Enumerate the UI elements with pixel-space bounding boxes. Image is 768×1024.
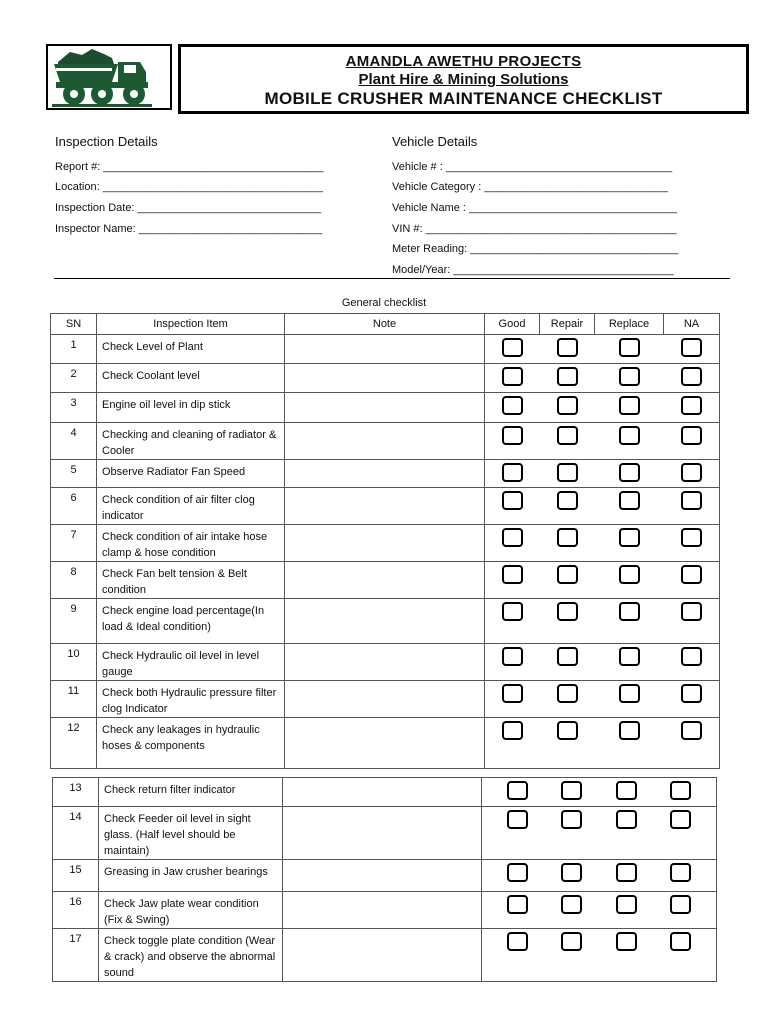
cell-good [485, 718, 540, 769]
cell-good [485, 335, 540, 364]
checklist-table-2 [52, 777, 717, 982]
section-divider [54, 278, 730, 279]
cell-good [485, 488, 540, 525]
checkbox-repair[interactable] [557, 721, 578, 740]
mining-truck-icon [48, 46, 170, 108]
cell-repair [540, 644, 595, 681]
cell-na [664, 644, 720, 681]
checkbox-repair[interactable] [561, 895, 582, 914]
checkbox-replace[interactable] [619, 338, 640, 357]
checkbox-na[interactable] [670, 932, 691, 951]
row-status-checkboxes [482, 860, 717, 892]
checkbox-repair[interactable] [557, 684, 578, 703]
row-note-field[interactable] [285, 488, 485, 525]
row-sn: 6 [51, 488, 97, 525]
cell-replace [595, 460, 664, 488]
row-note-field[interactable] [285, 562, 485, 599]
cell-repair [540, 681, 595, 718]
checkbox-replace[interactable] [616, 810, 637, 829]
checkbox-repair[interactable] [557, 647, 578, 666]
row-sn: 2 [51, 364, 97, 393]
checkbox-replace[interactable] [619, 463, 640, 482]
checkbox-good[interactable] [502, 565, 523, 584]
cell-na [664, 423, 720, 460]
table-row [51, 681, 720, 718]
row-sn: 7 [51, 525, 97, 562]
checkbox-good[interactable] [502, 426, 523, 445]
cell-replace [595, 393, 664, 423]
checkbox-replace[interactable] [616, 932, 637, 951]
vehicle-number-field[interactable]: Vehicle # : _____________________________________ [392, 161, 673, 173]
company-logo [46, 44, 172, 110]
row-inspection-item: Check both Hydraulic pressure filter clog Indicator [97, 681, 285, 718]
row-sn: 3 [51, 393, 97, 423]
cell-repair [540, 460, 595, 488]
row-sn: 12 [51, 718, 97, 769]
checkbox-replace[interactable] [619, 426, 640, 445]
checkbox-good[interactable] [507, 810, 528, 829]
company-tagline: Plant Hire & Mining Solutions [358, 71, 569, 88]
cell-na [664, 525, 720, 562]
checkbox-repair[interactable] [557, 396, 578, 415]
row-sn: 15 [53, 860, 99, 892]
col-note: Note [285, 314, 485, 335]
checkbox-good[interactable] [502, 528, 523, 547]
row-inspection-item: Check any leakages in hydraulic hoses & components [97, 718, 285, 769]
row-sn: 13 [53, 778, 99, 807]
table-header-row [51, 314, 720, 335]
report-number-field[interactable]: Report #: ____________________________________ [55, 161, 324, 173]
row-note-field[interactable] [285, 460, 485, 488]
cell-repair [540, 364, 595, 393]
table-row [51, 335, 720, 364]
inspector-name-field[interactable]: Inspector Name: ______________________________ [55, 223, 323, 235]
cell-repair [540, 525, 595, 562]
cell-good [485, 525, 540, 562]
table-row [51, 364, 720, 393]
cell-replace [595, 423, 664, 460]
cell-replace [595, 599, 664, 644]
checkbox-repair[interactable] [561, 863, 582, 882]
row-inspection-item: Greasing in Jaw crusher bearings [99, 860, 283, 892]
row-sn: 4 [51, 423, 97, 460]
checkbox-repair[interactable] [557, 491, 578, 510]
table-row [51, 644, 720, 681]
row-inspection-item: Check engine load percentage(In load & Ideal condition) [97, 599, 285, 644]
checkbox-na[interactable] [681, 565, 702, 584]
checkbox-replace[interactable] [616, 781, 637, 800]
row-inspection-item: Engine oil level in dip stick [97, 393, 285, 423]
location-field[interactable]: Location: ____________________________________ [55, 181, 323, 193]
row-sn: 14 [53, 807, 99, 860]
vehicle-name-field[interactable]: Vehicle Name : __________________________________ [392, 202, 678, 214]
cell-replace [595, 644, 664, 681]
row-status-checkboxes [482, 929, 717, 982]
checkbox-replace[interactable] [616, 895, 637, 914]
cell-replace [595, 681, 664, 718]
table-row [53, 807, 717, 860]
cell-good [485, 644, 540, 681]
cell-repair [540, 335, 595, 364]
vehicle-category-field[interactable]: Vehicle Category : ______________________________ [392, 181, 668, 193]
cell-replace [595, 364, 664, 393]
cell-na [664, 562, 720, 599]
checkbox-repair[interactable] [557, 565, 578, 584]
meter-reading-field[interactable]: Meter Reading: __________________________________ [392, 243, 679, 255]
cell-repair [540, 423, 595, 460]
row-sn: 1 [51, 335, 97, 364]
cell-repair [540, 393, 595, 423]
table-row [53, 778, 717, 807]
row-note-field[interactable] [285, 525, 485, 562]
table-row [53, 860, 717, 892]
row-note-field[interactable] [285, 423, 485, 460]
checkbox-good[interactable] [502, 367, 523, 386]
cell-na [664, 681, 720, 718]
row-inspection-item: Check toggle plate condition (Wear & crack) and observe the abnormal sound [99, 929, 283, 982]
table-row [51, 460, 720, 488]
checkbox-replace[interactable] [619, 396, 640, 415]
col-inspection-item: Inspection Item [97, 314, 285, 335]
checkbox-na[interactable] [681, 684, 702, 703]
table-row [53, 892, 717, 929]
checkbox-na[interactable] [681, 338, 702, 357]
checkbox-good[interactable] [502, 338, 523, 357]
row-inspection-item: Check Jaw plate wear condition (Fix & Swing) [99, 892, 283, 929]
document-title: MOBILE CRUSHER MAINTENANCE CHECKLIST [264, 89, 663, 108]
checkbox-good[interactable] [507, 895, 528, 914]
checkbox-good[interactable] [502, 721, 523, 740]
checkbox-good[interactable] [502, 491, 523, 510]
row-note-field[interactable] [283, 860, 482, 892]
checkbox-na[interactable] [681, 602, 702, 621]
table-row [51, 488, 720, 525]
checkbox-na[interactable] [670, 895, 691, 914]
cell-replace [595, 335, 664, 364]
checkbox-na[interactable] [681, 528, 702, 547]
checkbox-replace[interactable] [619, 565, 640, 584]
checkbox-good[interactable] [507, 781, 528, 800]
cell-replace [595, 718, 664, 769]
table-row [51, 562, 720, 599]
row-note-field[interactable] [285, 599, 485, 644]
checkbox-repair[interactable] [557, 338, 578, 357]
checkbox-repair[interactable] [561, 932, 582, 951]
cell-na [664, 364, 720, 393]
cell-good [485, 423, 540, 460]
cell-good [485, 460, 540, 488]
row-sn: 17 [53, 929, 99, 982]
checkbox-good[interactable] [502, 602, 523, 621]
cell-repair [540, 599, 595, 644]
row-inspection-item: Check condition of air intake hose clamp & hose condition [97, 525, 285, 562]
row-inspection-item: Check Hydraulic oil level in level gauge [97, 644, 285, 681]
checkbox-repair[interactable] [557, 367, 578, 386]
checkbox-na[interactable] [670, 781, 691, 800]
row-status-checkboxes [482, 892, 717, 929]
row-note-field[interactable] [285, 393, 485, 423]
col-sn: SN [51, 314, 97, 335]
cell-na [664, 599, 720, 644]
checkbox-repair[interactable] [557, 602, 578, 621]
checklist-table-1 [50, 313, 720, 769]
checkbox-na[interactable] [681, 396, 702, 415]
checkbox-good[interactable] [502, 647, 523, 666]
checkbox-good[interactable] [507, 863, 528, 882]
table-row [51, 423, 720, 460]
row-sn: 5 [51, 460, 97, 488]
vin-field[interactable]: VIN #: _________________________________________ [392, 223, 677, 235]
row-note-field[interactable] [283, 778, 482, 807]
checkbox-good[interactable] [502, 463, 523, 482]
row-sn: 16 [53, 892, 99, 929]
row-sn: 10 [51, 644, 97, 681]
checkbox-replace[interactable] [619, 721, 640, 740]
checkbox-replace[interactable] [619, 367, 640, 386]
checkbox-na[interactable] [681, 721, 702, 740]
vehicle-details-title: Vehicle Details [392, 134, 478, 149]
cell-na [664, 335, 720, 364]
cell-repair [540, 718, 595, 769]
checklist-caption: General checklist [341, 297, 427, 309]
checkbox-na[interactable] [670, 863, 691, 882]
cell-good [485, 681, 540, 718]
col-repair: Repair [540, 314, 595, 335]
table-row [51, 393, 720, 423]
row-note-field[interactable] [283, 929, 482, 982]
row-inspection-item: Check return filter indicator [99, 778, 283, 807]
checkbox-na[interactable] [681, 426, 702, 445]
company-name: AMANDLA AWETHU PROJECTS [345, 53, 582, 70]
cell-good [485, 599, 540, 644]
cell-replace [595, 562, 664, 599]
table-row [51, 599, 720, 644]
row-note-field[interactable] [285, 364, 485, 393]
cell-good [485, 562, 540, 599]
row-note-field[interactable] [285, 718, 485, 769]
row-sn: 8 [51, 562, 97, 599]
cell-replace [595, 488, 664, 525]
checkbox-good[interactable] [502, 396, 523, 415]
table-row [51, 525, 720, 562]
row-note-field[interactable] [285, 644, 485, 681]
row-sn: 9 [51, 599, 97, 644]
inspection-date-field[interactable]: Inspection Date: ______________________________ [55, 202, 322, 214]
table-row [51, 718, 720, 769]
model-year-field[interactable]: Model/Year: ____________________________________ [392, 264, 674, 276]
row-note-field[interactable] [285, 335, 485, 364]
row-inspection-item: Checking and cleaning of radiator & Cooler [97, 423, 285, 460]
checkbox-replace[interactable] [619, 602, 640, 621]
cell-na [664, 718, 720, 769]
cell-na [664, 393, 720, 423]
table-row [53, 929, 717, 982]
checkbox-replace[interactable] [619, 684, 640, 703]
cell-good [485, 364, 540, 393]
col-replace: Replace [595, 314, 664, 335]
checkbox-repair[interactable] [557, 463, 578, 482]
row-status-checkboxes [482, 807, 717, 860]
row-status-checkboxes [482, 778, 717, 807]
checkbox-na[interactable] [670, 810, 691, 829]
checkbox-replace[interactable] [619, 491, 640, 510]
cell-replace [595, 525, 664, 562]
checkbox-na[interactable] [681, 367, 702, 386]
checkbox-na[interactable] [681, 463, 702, 482]
row-inspection-item: Check Fan belt tension & Belt condition [97, 562, 285, 599]
cell-na [664, 488, 720, 525]
cell-repair [540, 562, 595, 599]
cell-na [664, 460, 720, 488]
document-header [178, 44, 749, 114]
row-inspection-item: Check Feeder oil level in sight glass. (Half level should be maintain) [99, 807, 283, 860]
checkbox-repair[interactable] [561, 781, 582, 800]
row-note-field[interactable] [285, 681, 485, 718]
row-note-field[interactable] [283, 892, 482, 929]
checkbox-repair[interactable] [557, 528, 578, 547]
row-inspection-item: Check condition of air filter clog indicator [97, 488, 285, 525]
col-na: NA [664, 314, 720, 335]
checkbox-replace[interactable] [616, 863, 637, 882]
row-sn: 11 [51, 681, 97, 718]
row-inspection-item: Observe Radiator Fan Speed [97, 460, 285, 488]
checkbox-na[interactable] [681, 647, 702, 666]
checkbox-repair[interactable] [561, 810, 582, 829]
checkbox-repair[interactable] [557, 426, 578, 445]
checkbox-na[interactable] [681, 491, 702, 510]
checkbox-replace[interactable] [619, 528, 640, 547]
cell-good [485, 393, 540, 423]
row-note-field[interactable] [283, 807, 482, 860]
checkbox-good[interactable] [502, 684, 523, 703]
checkbox-replace[interactable] [619, 647, 640, 666]
cell-repair [540, 488, 595, 525]
col-good: Good [485, 314, 540, 335]
row-inspection-item: Check Level of Plant [97, 335, 285, 364]
inspection-details-title: Inspection Details [55, 134, 158, 149]
checkbox-good[interactable] [507, 932, 528, 951]
row-inspection-item: Check Coolant level [97, 364, 285, 393]
